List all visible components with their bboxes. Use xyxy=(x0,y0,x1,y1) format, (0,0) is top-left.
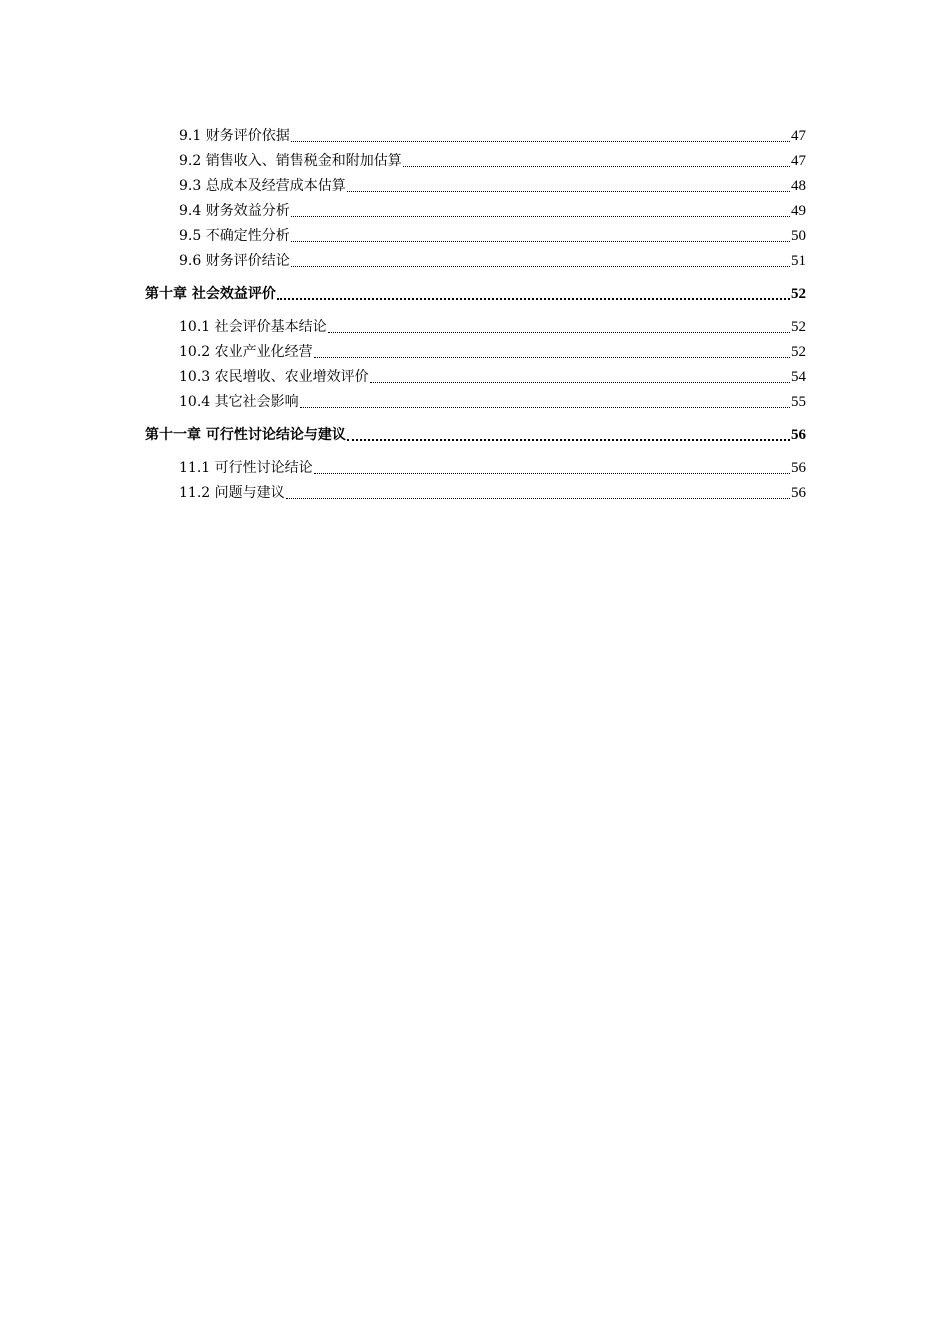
toc-page-number: 55 xyxy=(791,394,806,410)
toc-entry-label: 10.2 农业产业化经营 xyxy=(179,344,313,360)
toc-entry[interactable] xyxy=(145,124,806,149)
toc-entry[interactable] xyxy=(145,365,806,390)
toc-entry[interactable] xyxy=(145,149,806,174)
dot-leader xyxy=(300,406,790,408)
toc-entry-label: 9.3 总成本及经营成本估算 xyxy=(179,178,346,194)
toc-entry-label: 9.4 财务效益分析 xyxy=(179,203,290,219)
toc-entry-label: 11.2 问题与建议 xyxy=(179,485,285,501)
toc-page-number: 52 xyxy=(791,286,806,302)
toc-page-number: 56 xyxy=(791,427,806,443)
toc-entry[interactable] xyxy=(145,174,806,199)
toc-entry[interactable] xyxy=(145,249,806,274)
dot-leader xyxy=(347,438,790,441)
toc-entry[interactable] xyxy=(145,315,806,340)
toc-entry[interactable] xyxy=(145,390,806,415)
dot-leader xyxy=(291,140,790,142)
toc-entry[interactable] xyxy=(145,481,806,506)
toc-page-number: 50 xyxy=(791,228,806,244)
toc-page-number: 51 xyxy=(791,253,806,269)
toc-page-number: 52 xyxy=(791,319,806,335)
toc-entry-label: 10.4 其它社会影响 xyxy=(179,394,299,410)
toc-page-number: 48 xyxy=(791,178,806,194)
dot-leader xyxy=(286,497,790,499)
toc-entry-label: 9.1 财务评价依据 xyxy=(179,128,290,144)
toc-page-number: 49 xyxy=(791,203,806,219)
dot-leader xyxy=(328,331,790,333)
dot-leader xyxy=(403,165,790,167)
dot-leader xyxy=(291,215,790,217)
toc-entry[interactable] xyxy=(145,199,806,224)
toc-page-number: 56 xyxy=(791,485,806,501)
toc-entry-label: 9.5 不确定性分析 xyxy=(179,228,290,244)
dot-leader xyxy=(347,190,790,192)
toc-entry-label: 10.3 农民增收、农业增效评价 xyxy=(179,369,369,385)
toc-entry[interactable] xyxy=(145,224,806,249)
toc-chapter-entry[interactable] xyxy=(145,423,806,448)
toc-entry-label: 10.1 社会评价基本结论 xyxy=(179,319,327,335)
dot-leader xyxy=(277,297,790,300)
dot-leader xyxy=(370,381,790,383)
toc-entry[interactable] xyxy=(145,456,806,481)
dot-leader xyxy=(291,265,790,267)
toc-page-number: 52 xyxy=(791,344,806,360)
toc-entry-label: 9.6 财务评价结论 xyxy=(179,253,290,269)
toc-page-number: 47 xyxy=(791,128,806,144)
toc-page-number: 56 xyxy=(791,460,806,476)
toc-page-number: 47 xyxy=(791,153,806,169)
toc-entry[interactable] xyxy=(145,340,806,365)
dot-leader xyxy=(314,472,790,474)
table-of-contents xyxy=(145,124,806,506)
toc-page-number: 54 xyxy=(791,369,806,385)
toc-chapter-entry[interactable] xyxy=(145,282,806,307)
dot-leader xyxy=(314,356,790,358)
toc-entry-label: 9.2 销售收入、销售税金和附加估算 xyxy=(179,153,402,169)
toc-chapter-label: 第十章 社会效益评价 xyxy=(145,286,276,302)
toc-entry-label: 11.1 可行性讨论结论 xyxy=(179,460,313,476)
dot-leader xyxy=(291,240,790,242)
toc-chapter-label: 第十一章 可行性讨论结论与建议 xyxy=(145,427,346,443)
